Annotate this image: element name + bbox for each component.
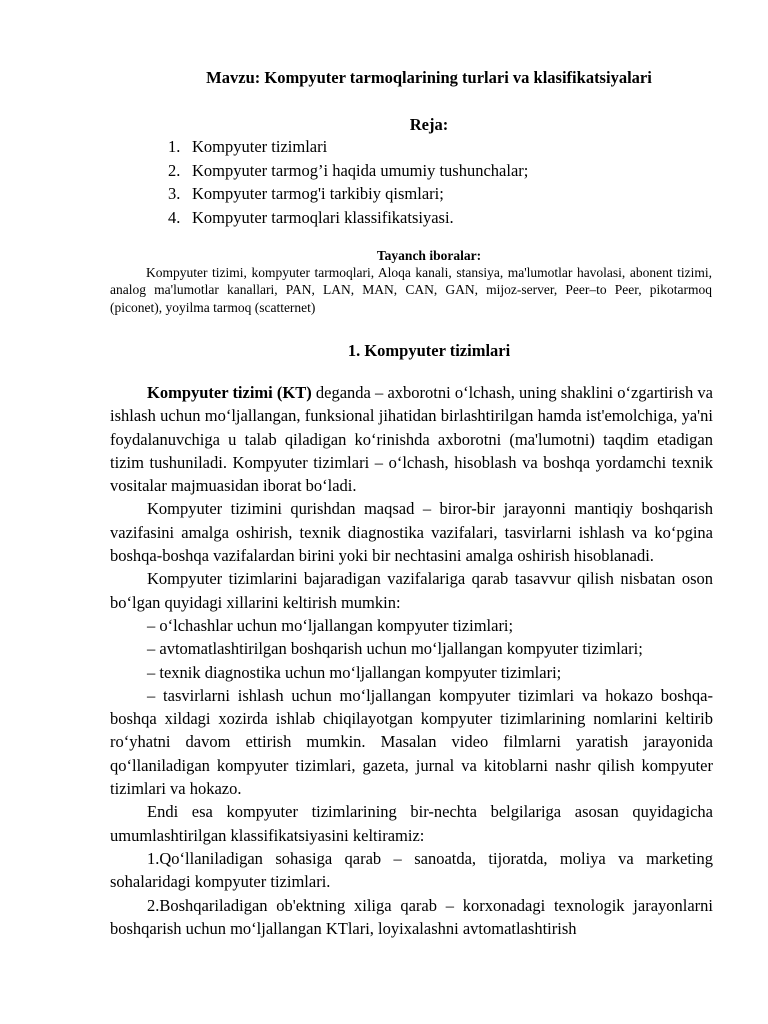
plan-item: [168, 135, 528, 159]
dash-list-item: – avtomatlashtirilgan boshqarish uchun mo‘ljallangan kompyuter tizimlari;: [147, 639, 643, 659]
defined-term: Kompyuter tizimi (KT): [147, 383, 312, 402]
plan-heading: Reja:: [409, 115, 449, 134]
paragraph: 1.Qo‘llaniladigan sohasiga qarab – sanoatda, tijoratda, moliya va marketing sohalaridagi kompyuter tizimlari.: [110, 848, 713, 892]
page-title: Mavzu: Kompyuter tarmoqlarining turlari va klasifikatsiyalari: [206, 68, 652, 87]
plan-item-text: Kompyuter tarmoqlari klassifikatsiyasi.: [192, 207, 454, 227]
plan-item-number: 1.: [168, 137, 181, 156]
plan-item-text: Kompyuter tizimlari: [192, 137, 328, 156]
dash-list-item: – tasvirlarni ishlash uchun mo‘ljallangan kompyuter tizimlari va hokazo boshqa-boshqa xildagi xozirda ishlab chiqilayotgan kompyuter tizimlarining nomlarini keltirib ro‘yhatni davom ettirish mumkin. Masalan video filmlarni yaratish jarayonida qo‘llaniladigan kompyuter tizimlari, gazeta, jurnal va kitoblarni nashr qilish kompyuter tizimlari va hokazo.: [110, 685, 713, 799]
keywords-text: Kompyuter tizimi, kompyuter tarmoqlari, Aloqa kanali, stansiya, ma'lumotlar havolasi, abonent tizimi, analog ma'lumotlar kanallari, PAN, LAN, MAN, CAN, GAN, mijoz-server, Peer–to Peer, pikotarmoq (piconet), yoyilma tarmoq (scatternet): [110, 265, 712, 315]
plan-item: [168, 206, 528, 230]
paragraph: Kompyuter tizimlarini bajaradigan vazifalariga qarab tasavvur qilish nisbatan oson bo‘lgan quyidagi xillarini keltirish mumkin:: [110, 569, 713, 612]
dash-list-item: – texnik diagnostika uchun mo‘ljallangan kompyuter tizimlari;: [147, 662, 562, 682]
plan-item-number: 3.: [168, 184, 181, 203]
section-body: [110, 381, 713, 940]
plan-item: [168, 182, 528, 206]
paragraph-text: deganda – axborotni o‘lchash, uning shaklini o‘zgartirish va ishlash uchun mo‘ljallangan, funksional jihatidan birlashtirilgan hamda ist'emolchiga, ya'ni foydalanuvchiga u talab qiladigan ko‘rinishda axborotni (ma'lumotni) taqdim etadigan tizim tushuniladi. Kompyuter tizimlari – o‘lchash, hisoblash va boshqa yordamchi texnik vositalar majmuasidan iborat bo‘ladi.: [110, 383, 713, 496]
paragraph: [110, 381, 713, 497]
plan-item: [168, 159, 528, 183]
plan-list: [168, 135, 528, 229]
plan-item-text: Kompyuter tarmog'i tarkibiy qismlari;: [192, 184, 444, 203]
plan-item-number: 2.: [168, 160, 181, 180]
keywords-heading: Tayanch iboralar:: [376, 248, 482, 263]
paragraph: Kompyuter tizimini qurishdan maqsad – biror-bir jarayonni mantiqiy boshqarish vazifasini amalga oshirish, texnik diagnostika vazifalari, tasvirlarni ishlash va ko‘pgina boshqa-boshqa vazifalardan birini yoki bir nechtasini amalga oshirish hisoblanadi.: [110, 499, 713, 566]
dash-list-item: – o‘lchashlar uchun mo‘ljallangan kompyuter tizimlari;: [147, 615, 514, 635]
paragraph: Endi esa kompyuter tizimlarining bir-nechta belgilariga asosan quyidagicha umumlashtirilgan klassifikatsiyasini keltiramiz:: [110, 802, 713, 845]
paragraph: 2.Boshqariladigan ob'ektning xiliga qarab – korxonadagi texnologik jarayonlarni boshqarish uchun mo‘ljallangan KTlari, loyixalashni avtomatlashtirish: [110, 895, 713, 938]
plan-item-text: Kompyuter tarmog’i haqida umumiy tushunchalar;: [192, 160, 529, 180]
section-heading: 1. Kompyuter tizimlari: [347, 341, 511, 360]
plan-item-number: 4.: [168, 207, 181, 227]
